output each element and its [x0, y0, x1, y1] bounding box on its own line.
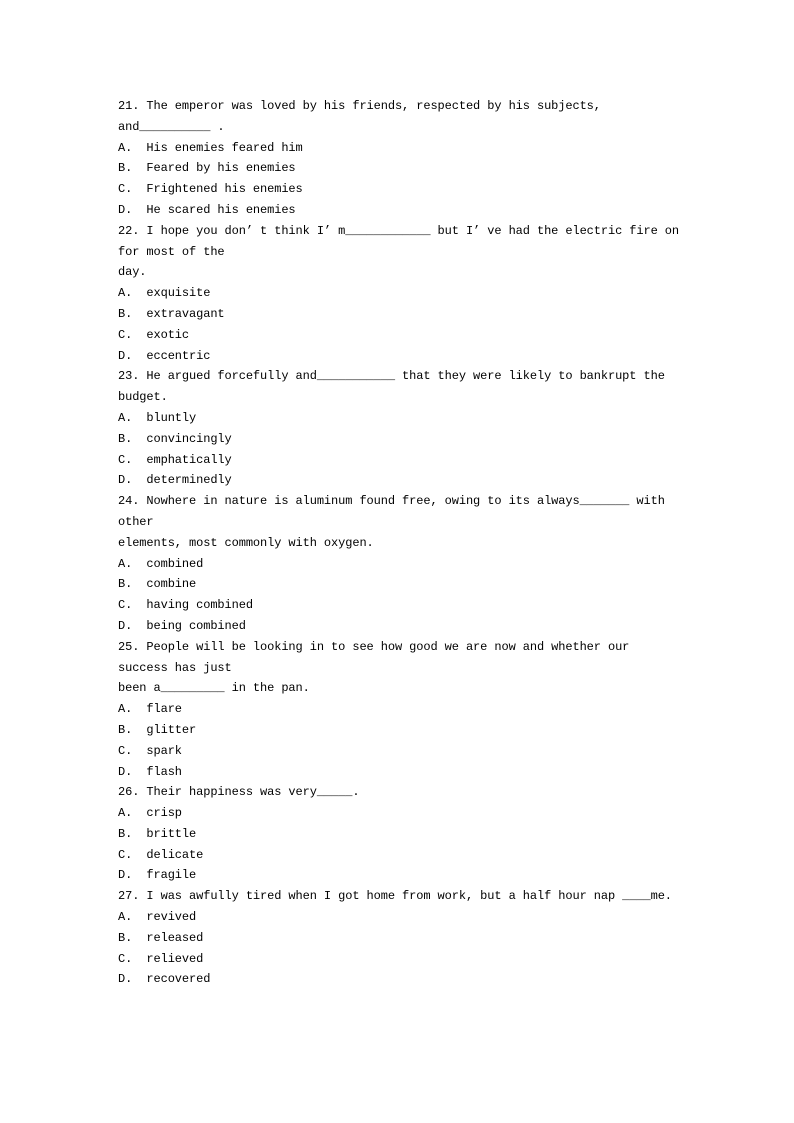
- question-27-stem-line: 27. I was awfully tired when I got home from work, but a half hour nap ____me.: [118, 889, 672, 904]
- question-27-option-line-a: A. revived: [118, 910, 197, 925]
- question-24-option-line-b: B. combine: [118, 577, 197, 592]
- question-22-option-line-d: D. eccentric: [118, 348, 211, 363]
- question-25: [118, 637, 754, 783]
- question-23-option-line-d: D. determinedly: [118, 473, 232, 488]
- question-22-option-line-c: C. exotic: [118, 327, 190, 342]
- question-24-option-line-c: C. having combined: [118, 598, 253, 613]
- question-22-stem-line: 22. I hope you don’ t think I’ m____________ but I’ ve had the electric fire on: [118, 223, 679, 238]
- question-22-stem-line: day.: [118, 265, 147, 280]
- question-23: [118, 366, 754, 491]
- question-21-stem-line: 21. The emperor was loved by his friends, respected by his subjects,: [118, 99, 601, 113]
- question-23-option-line-a: A. bluntly: [118, 410, 197, 425]
- question-24-stem-line: elements, most commonly with oxygen.: [118, 535, 374, 550]
- question-26-option-line-a: A. crisp: [118, 806, 182, 821]
- question-22-option-line-a: A. exquisite: [118, 286, 211, 301]
- question-21-option-line-b: B. Feared by his enemies: [118, 161, 296, 176]
- question-24-option-line-d: D. being combined: [118, 618, 246, 633]
- question-25-option-line-c: C. spark: [118, 743, 182, 758]
- question-24-option-line-a: A. combined: [118, 556, 204, 571]
- question-24: [118, 491, 754, 637]
- question-26-stem-line: 26. Their happiness was very_____.: [118, 785, 360, 800]
- question-22-option-line-b: B. extravagant: [118, 306, 225, 321]
- question-21-option-line-d: D. He scared his enemies: [118, 202, 296, 217]
- question-26-option-line-c: C. delicate: [118, 847, 204, 862]
- question-27-option-line-c: C. relieved: [118, 951, 204, 966]
- question-25-option-line-b: B. glitter: [118, 722, 197, 737]
- question-22-stem-line: for most of the: [118, 244, 225, 259]
- question-23-option-line-b: B. convincingly: [118, 431, 232, 446]
- question-25-stem-line: been a_________ in the pan.: [118, 681, 310, 696]
- question-25-option-line-a: A. flare: [118, 702, 182, 717]
- question-27-option-line-b: B. released: [118, 930, 204, 945]
- question-27: [118, 886, 754, 990]
- question-26: [118, 782, 754, 886]
- questions-container: [118, 96, 754, 990]
- question-26-option-line-d: D. fragile: [118, 868, 197, 883]
- question-21-stem-line: and__________ .: [118, 119, 225, 134]
- question-26-option-line-b: B. brittle: [118, 826, 197, 841]
- question-24-stem-line: 24. Nowhere in nature is aluminum found free, owing to its always_______ with: [118, 494, 665, 509]
- question-23-stem-line: budget.: [118, 390, 168, 405]
- question-27-option-line-d: D. recovered: [118, 972, 211, 987]
- question-25-option-line-d: D. flash: [118, 764, 182, 779]
- question-21-option-line-a: A. His enemies feared him: [118, 140, 303, 155]
- question-23-option-line-c: C. emphatically: [118, 452, 232, 467]
- question-24-stem-line: other: [118, 514, 154, 529]
- question-22: [118, 221, 754, 367]
- question-25-stem-line: success has just: [118, 660, 232, 675]
- question-21: [118, 96, 754, 221]
- question-21-option-line-c: C. Frightened his enemies: [118, 182, 303, 197]
- question-25-stem-line: 25. People will be looking in to see how good we are now and whether our: [118, 639, 630, 654]
- question-23-stem-line: 23. He argued forcefully and___________ that they were likely to bankrupt the: [118, 369, 665, 384]
